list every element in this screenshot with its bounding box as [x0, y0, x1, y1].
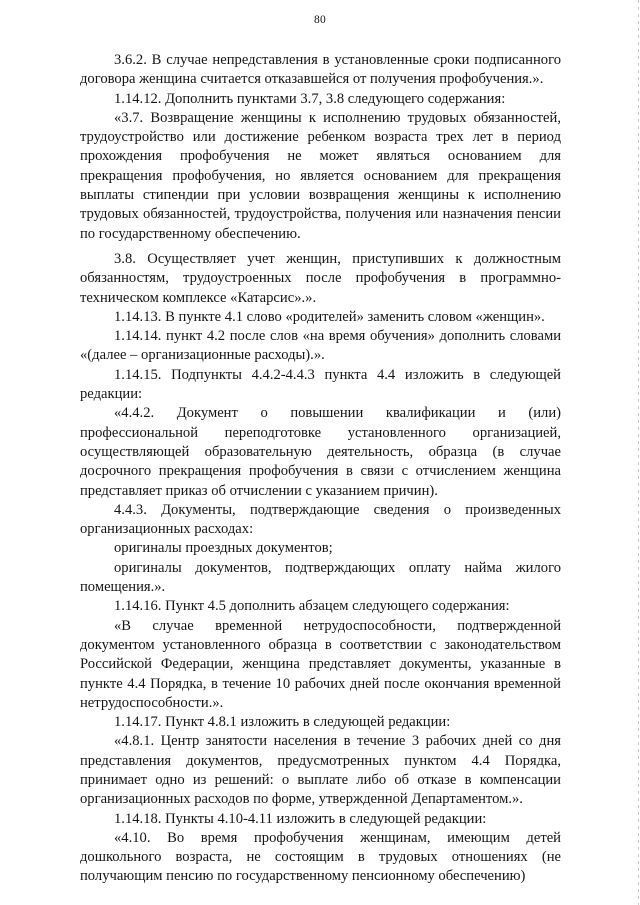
- paragraph: «В случае временной нетрудоспособности, подтвержденной документом установленного образца в соответствии с законодательством Российской Федерации, женщина представляет документы, указанные в пункте 4.4 Порядка, в течение 10 рабочих дней после окончания временной нетрудоспособности.».: [80, 617, 561, 711]
- paragraph: 1.14.18. Пункты 4.10-4.11 изложить в следующей редакции:: [114, 810, 487, 827]
- paragraph: 1.14.17. Пункт 4.8.1 изложить в следующей редакции:: [114, 714, 451, 731]
- paragraph: «3.7. Возвращение женщины к исполнению трудовых обязанностей, трудоустройство или достижение ребенком возраста трех лет в период прохождения профобучения не может являться основанием для прекращения профобучения, но является основанием для прекращения выплаты стипендии при условии возвращения женщины к исполнению трудовых обязанностей, трудоустройства, получения или назначения пенсии по государственному обеспечению.: [80, 109, 561, 242]
- paragraph: оригиналы документов, подтверждающих оплату найма жилого помещения.».: [80, 559, 561, 596]
- paragraph: 4.4.3. Документы, подтверждающие сведения о произведенных организационных расходах:: [80, 501, 561, 538]
- paragraph: «4.4.2. Документ о повышении квалификации и (или) профессиональной переподготовке установленного организацией, осуществляющей образовательную деятельность, образца (в случае досрочного прекращения профобучения в связи с отчислением женщина представляет приказ об отчислении с указанием причин).: [80, 405, 561, 499]
- page-number: 80: [313, 14, 327, 26]
- paragraph: 1.14.15. Подпункты 4.4.2-4.4.3 пункта 4.4 изложить в следующей редакции:: [80, 366, 561, 403]
- paragraph: 1.14.12. Дополнить пунктами 3.7, 3.8 следующего содержания:: [114, 90, 506, 107]
- paragraph: 3.6.2. В случае непредставления в установленные сроки подписанного договора женщина считается отказавшейся от получения профобучения.».: [80, 52, 561, 88]
- document-body: [80, 51, 561, 887]
- paragraph: 1.14.13. В пункте 4.1 слово «родителей» заменить словом «женщин».: [114, 308, 545, 325]
- paragraph: 1.14.14. пункт 4.2 после слов «на время обучения» дополнить словами «(далее – организационные расходы).».: [80, 328, 561, 364]
- paragraph: «4.10. Во время профобучения женщинам, имеющим детей дошкольного возраста, не состоящим в трудовых отношениях (не получающим пенсию по государственному пенсионному обеспечению): [80, 829, 561, 885]
- scan-edge: [638, 0, 639, 905]
- paragraph: оригиналы проездных документов;: [114, 540, 333, 557]
- paragraph: «4.8.1. Центр занятости населения в течение 3 рабочих дней со дня представления документов, предусмотренных пунктом 4.4 Порядка, принимает одно из решений: о выплате либо об отказе в компенсации организационных расходов по форме, утвержденной Департаментом.».: [80, 733, 561, 808]
- paragraph: 3.8. Осуществляет учет женщин, приступивших к должностным обязанностям, трудоустроенных после профобучения в программно-техническом комплексе «Катарсис».».: [80, 250, 561, 306]
- paragraph: 1.14.16. Пункт 4.5 дополнить абзацем следующего содержания:: [114, 598, 510, 615]
